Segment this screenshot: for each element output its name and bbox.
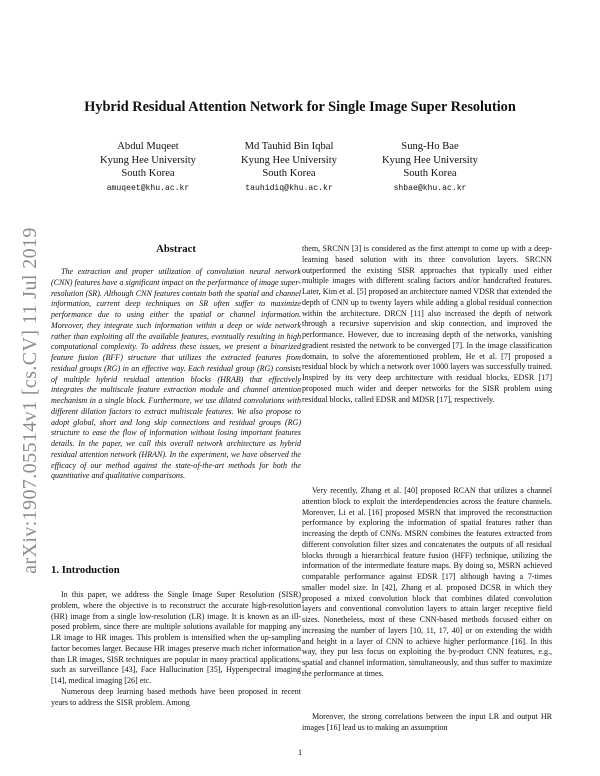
- author-country: South Korea: [262, 168, 316, 180]
- abstract-body: [51, 267, 301, 482]
- abstract-heading: Abstract: [156, 243, 196, 255]
- introduction-heading: 1. Introduction: [51, 564, 120, 576]
- arxiv-identifier-stamp: [8, 200, 52, 600]
- introduction-body: [51, 590, 301, 708]
- author-block: [73, 140, 223, 195]
- author-country: South Korea: [403, 168, 457, 180]
- author-name: Sung-Ho Bae: [401, 141, 459, 152]
- right-column-paragraph-1: [302, 244, 552, 405]
- author-email: amuqeet@khu.ac.kr: [106, 183, 190, 193]
- author-country: South Korea: [121, 168, 175, 180]
- page-number: 1: [297, 748, 303, 757]
- right-column-paragraph-2: [302, 486, 552, 680]
- abstract-paragraph: The extraction and proper utilization of convolution neural network (CNN) features have a significant impact on the performance of image super-resolution (SR). Although CNN features contain both the spatial and channel information, current deep techniques on SR often suffer to maximize performance due to using either the spatial or channel information. Moreover, they integrate such information within a deep or wide network rather than exploiting all the available features, eventually resulting in high computational complexity. To address these issues, we present a binarized feature fusion (BFF) structure that utilizes the extracted features from residual groups (RG) in an effective way. Each residual group (RG) consists of multiple hybrid residual attention blocks (HRAB) that effectively integrates the multiscale feature extraction module and channel attention mechanism in a single block. Furthermore, we use dilated convolutions with different dilation factors to extract multiscale features. We also propose to adopt global, short and long skip connections and residual groups (RG) structure to ease the flow of information without losing important features details. In the paper, we call this overall network architecture as hybrid residual attention network (HRAN). In the experiment, we have observed the efficacy of our method against the state-of-the-art methods for both the quantitative and qualitative comparisons.: [51, 267, 301, 481]
- paper-title: Hybrid Residual Attention Network for Single Image Super Resolution: [84, 99, 516, 115]
- arxiv-identifier-text: arXiv:1907.05514v1 [cs.CV] 11 Jul 2019: [18, 226, 41, 574]
- author-block: [214, 140, 364, 195]
- introduction-paragraph: In this paper, we address the Single Image Super Resolution (SISR) problem, where the objective is to reconstruct the accurate high-resolution (HR) image from a single low-resolution (LR) image. It is known as an ill-posed problem, since there are multiple solutions available for mapping any LR image to HR images. This problem is intensified when the up-sampling factor becomes larger. Because HR images preserve much richer information than LR images, SISR techniques are popular in many practical applications, such as surveillance [43], Face Hallucination [35], Hyperspectral imaging [14], medical imaging [26] etc.: [51, 590, 301, 685]
- author-name: Md Tauhid Bin Iqbal: [244, 141, 334, 152]
- body-paragraph: Moreover, the strong correlations between the input LR and output HR images [16] lead us to making an assumption: [302, 712, 552, 732]
- author-affiliation: Kyung Hee University: [241, 154, 337, 166]
- author-email: tauhidiq@khu.ac.kr: [245, 183, 333, 193]
- author-affiliation: Kyung Hee University: [382, 154, 478, 166]
- author-block: [355, 140, 505, 195]
- body-paragraph: Very recently, Zhang et al. [40] proposed RCAN that utilizes a channel attention block to exploit the interdependencies across the feature channels. Moreover, Li et al. [16] proposed MSRN that improved the reconstruction performance by exploring the information of spatial features rather than increasing the depth of CNNs. MSRN combines the features extracted from different convolution filter sizes and concatenates the outputs of all residual blocks through a hierarchical feature fusion (HFF) technique, utilizing the information of the intermediate feature maps. By doing so, MSRN achieved comparable performance against EDSR [17] although having a 7-times smaller model size. In [42], Zhang et al. proposed DCSR in which they proposed a mixed convolution block that combines dilated convolution layers and conventional convolution layers to attain larger receptive field sizes. Nonetheless, most of these CNN-based methods focused either on increasing the number of layers [10, 11, 17, 40] or on extending the width and height in a layer of CNN to achieve higher performance [16]. In this way, they put less focus on exploiting the by-product CNN features, e.g., spatial and channel information, simultaneously, and thus suffer to maximize the performance at times.: [302, 486, 552, 678]
- author-email: shbae@khu.ac.kr: [393, 183, 467, 193]
- body-paragraph: them, SRCNN [3] is considered as the first attempt to come up with a deep-learning based solution with its three convolution layers. SRCNN outperformed the existing SISR approaches that typically used either multiple images with different scaling factors and/or handcrafted features. Later, Kim et al. [5] proposed an architecture named VDSR that extended the depth of CNN up to twenty layers while adding a global residual connection within the architecture. DRCN [11] also increased the depth of network through a recursive supervision and skip connection, and improved the performance. However, due to increasing depth of the networks, vanishing gradient resisted the network to be converged [7]. In the image classification domain, to solve the aforementioned problem, He et al. [7] proposed a residual block by which a network over 1000 layers was successfully trained. Inspired by its very deep architecture with residual blocks, EDSR [17] proposed much wider and deeper networks for the SISR problem using residual blocks, called EDSR and MDSR [17], respectively.: [302, 244, 552, 404]
- author-affiliation: Kyung Hee University: [100, 154, 196, 166]
- right-column-paragraph-3: [302, 712, 552, 734]
- author-name: Abdul Muqeet: [117, 141, 179, 152]
- introduction-paragraph: Numerous deep learning based methods have been proposed in recent years to address the SISR problem. Among: [51, 686, 301, 707]
